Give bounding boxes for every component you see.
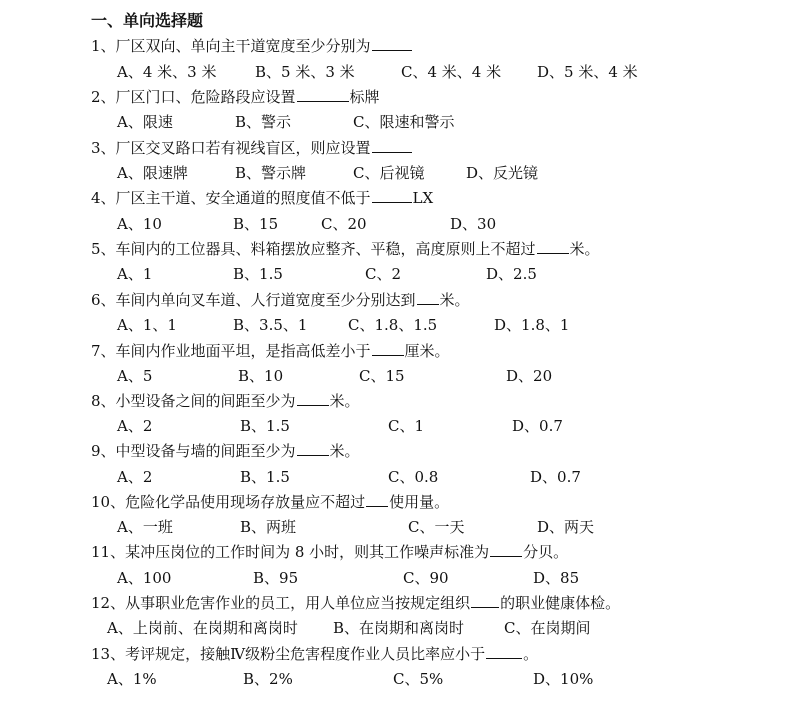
option-a: A、4 米、3 米 <box>117 63 217 81</box>
answer-blank <box>490 541 522 557</box>
option-d: D、1.8、1 <box>494 316 570 334</box>
question-text: 8、小型设备之间的间距至少为 <box>91 392 296 410</box>
question-text-after-blank: 使用量。 <box>389 493 450 511</box>
question-text: 10、危险化学品使用现场存放量应不超过 <box>91 493 366 511</box>
answer-blank <box>372 187 412 203</box>
option-a: A、上岗前、在岗期和离岗时 <box>107 619 298 637</box>
question-text: 9、中型设备与墙的间距至少为 <box>91 442 296 460</box>
question-5 <box>91 238 600 260</box>
question-8 <box>91 390 360 412</box>
question-text: 6、车间内单向叉车道、人行道宽度至少分别达到 <box>91 291 416 309</box>
question-text: 1、厂区双向、单向主干道宽度至少分别为 <box>91 37 371 55</box>
question-4 <box>91 187 433 209</box>
question-text-after-blank: 。 <box>523 645 539 663</box>
option-d: D、85 <box>533 569 580 587</box>
question-text: 7、车间内作业地面平坦，是指高低差小于 <box>91 342 371 360</box>
option-b: B、1.5 <box>240 468 290 486</box>
option-d: D、反光镜 <box>466 164 539 182</box>
option-c: C、5% <box>393 670 444 688</box>
option-a: A、2 <box>117 417 153 435</box>
option-d: D、10% <box>533 670 594 688</box>
option-d: D、20 <box>506 367 553 385</box>
question-text-after-blank: 米。 <box>329 392 360 410</box>
option-a: A、限速牌 <box>117 164 188 182</box>
question-text-after-blank: 标牌 <box>349 88 380 106</box>
answer-blank <box>537 238 569 254</box>
option-d: D、0.7 <box>530 468 581 486</box>
question-1 <box>91 35 413 57</box>
option-b: B、5 米、3 米 <box>255 63 355 81</box>
option-b: B、1.5 <box>233 265 283 283</box>
question-11 <box>91 541 568 563</box>
question-text: 4、厂区主干道、安全通道的照度值不低于 <box>91 189 371 207</box>
question-text: 2、厂区门口、危险路段应设置 <box>91 88 296 106</box>
option-a: A、限速 <box>117 113 173 131</box>
option-d: D、30 <box>450 215 497 233</box>
option-c: C、在岗期间 <box>504 619 591 637</box>
option-c: C、90 <box>403 569 449 587</box>
option-c: C、1 <box>388 417 425 435</box>
question-text-after-blank: 厘米。 <box>404 342 450 360</box>
question-3 <box>91 137 413 159</box>
option-a: A、100 <box>117 569 172 587</box>
question-text-after-blank: 米。 <box>329 442 360 460</box>
option-a: A、1% <box>107 670 157 688</box>
question-text-after-blank: LX <box>412 189 434 207</box>
question-7 <box>91 340 450 362</box>
option-c: C、限速和警示 <box>353 113 455 131</box>
option-b: B、2% <box>243 670 293 688</box>
question-text: 3、厂区交叉路口若有视线盲区，则应设置 <box>91 139 371 157</box>
option-a: A、一班 <box>117 518 173 536</box>
question-text: 12、从事职业危害作业的员工，用人单位应当按规定组织 <box>91 594 471 612</box>
option-b: B、10 <box>238 367 284 385</box>
option-b: B、两班 <box>240 518 297 536</box>
option-a: A、10 <box>117 215 162 233</box>
answer-blank <box>417 289 439 305</box>
option-d: D、0.7 <box>512 417 563 435</box>
option-c: C、一天 <box>408 518 465 536</box>
option-c: C、后视镜 <box>353 164 425 182</box>
option-c: C、4 米、4 米 <box>401 63 502 81</box>
answer-blank <box>366 491 388 507</box>
option-c: C、2 <box>365 265 402 283</box>
option-b: B、15 <box>233 215 279 233</box>
option-d: D、5 米、4 米 <box>537 63 638 81</box>
answer-blank <box>486 643 522 659</box>
option-a: A、1、1 <box>117 316 177 334</box>
option-c: C、1.8、1.5 <box>348 316 438 334</box>
option-a: A、5 <box>117 367 153 385</box>
answer-blank <box>297 390 329 406</box>
option-d: D、2.5 <box>486 265 537 283</box>
option-b: B、警示牌 <box>235 164 307 182</box>
answer-blank <box>372 35 412 51</box>
question-text-after-blank: 分贝。 <box>523 543 569 561</box>
option-b: B、在岗期和离岗时 <box>333 619 465 637</box>
option-b: B、3.5、1 <box>233 316 308 334</box>
option-a: A、2 <box>117 468 153 486</box>
question-text: 5、车间内的工位器具、料箱摆放应整齐、平稳，高度原则上不超过 <box>91 240 536 258</box>
question-text-after-blank: 米。 <box>439 291 470 309</box>
question-text: 13、考评规定，接触Ⅳ级粉尘危害程度作业人员比率应小于 <box>91 645 486 663</box>
option-b: B、95 <box>253 569 299 587</box>
question-2 <box>91 86 380 108</box>
option-a: A、1 <box>117 265 153 283</box>
question-10 <box>91 491 449 513</box>
answer-blank <box>297 440 329 456</box>
option-b: B、警示 <box>235 113 292 131</box>
option-c: C、20 <box>321 215 367 233</box>
question-6 <box>91 289 470 311</box>
option-c: C、15 <box>359 367 405 385</box>
question-text-after-blank: 米。 <box>569 240 600 258</box>
question-text-after-blank: 的职业健康体检。 <box>500 594 621 612</box>
section-title: 一、单向选择题 <box>91 11 204 30</box>
question-text: 11、某冲压岗位的工作时间为 8 小时，则其工作噪声标准为 <box>91 543 490 561</box>
option-c: C、0.8 <box>388 468 439 486</box>
question-9 <box>91 440 360 462</box>
option-d: D、两天 <box>537 518 595 536</box>
answer-blank <box>372 340 404 356</box>
answer-blank <box>471 592 499 608</box>
option-b: B、1.5 <box>240 417 290 435</box>
answer-blank <box>372 137 412 153</box>
question-12 <box>91 592 620 614</box>
question-13 <box>91 643 538 665</box>
answer-blank <box>297 86 349 102</box>
